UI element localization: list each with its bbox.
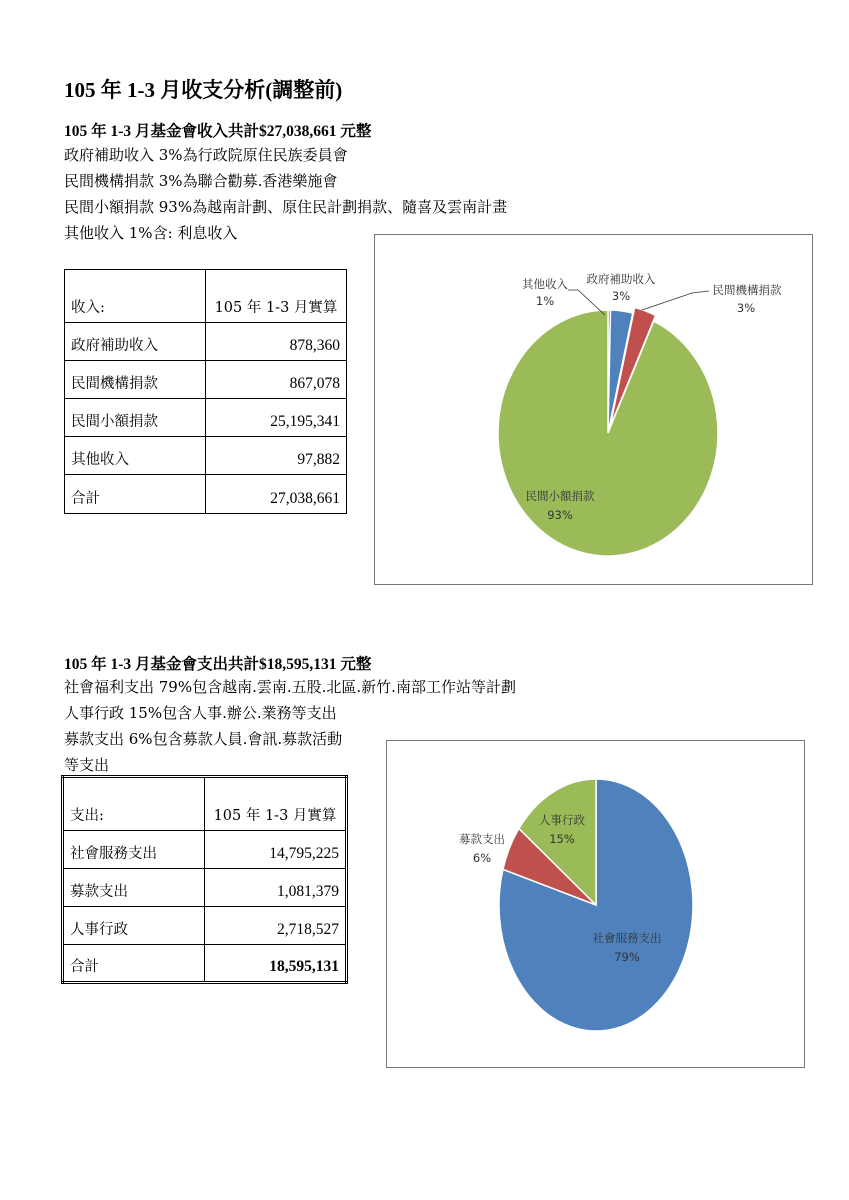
expense-note: 人事行政 15%包含人事.辦公.業務等支出: [64, 704, 337, 722]
pie-label-name: 其他收入: [522, 277, 568, 291]
pie-label-name: 募款支出: [459, 832, 505, 846]
pie-label-percent: 6%: [472, 851, 492, 865]
table-row: [65, 475, 347, 514]
income-row-label: 其他收入: [65, 437, 206, 475]
expense-row-value: 14,795,225: [205, 831, 347, 869]
income-note: 民間小額捐款 93%為越南計劃、原住民計劃捐款、隨喜及雲南計畫: [64, 198, 508, 216]
income-header-value: 105 年 1-3 月實算: [206, 270, 347, 323]
page-title: 105 年 1-3 月收支分析(調整前): [64, 78, 343, 102]
income-pie-chart: [374, 234, 813, 585]
pie-label-name: 人事行政: [539, 813, 585, 827]
expense-header-value: 105 年 1-3 月實算: [205, 777, 347, 831]
pie-label-percent: 3%: [611, 289, 631, 303]
expense-total-value: 18,595,131: [205, 945, 347, 983]
pie-label-percent: 93%: [547, 508, 573, 522]
expense-row-label: 人事行政: [63, 907, 205, 945]
pie-label-percent: 79%: [614, 950, 640, 964]
pie-label-percent: 1%: [535, 294, 555, 308]
income-total-value: 27,038,661: [206, 475, 347, 514]
income-row-value: 97,882: [206, 437, 347, 475]
expense-row-value: 2,718,527: [205, 907, 347, 945]
income-pie-svg: [375, 235, 812, 584]
pie-label-name: 民間機構捐款: [712, 283, 782, 297]
expense-heading: 105 年 1-3 月基金會支出共計$18,595,131 元整: [64, 656, 372, 673]
expense-pie-svg: [387, 741, 804, 1067]
expense-note: 等支出: [64, 756, 110, 774]
pie-label-name: 民間小額捐款: [525, 489, 595, 503]
table-row: [65, 361, 347, 399]
table-row: [65, 270, 347, 323]
pie-label-name: 社會服務支出: [592, 931, 662, 945]
pie-label-percent: 3%: [736, 301, 756, 315]
table-row: [65, 399, 347, 437]
table-row: [65, 437, 347, 475]
income-note: 其他收入 1%含: 利息收入: [64, 224, 238, 242]
table-row: [63, 907, 347, 945]
expense-row-label: 社會服務支出: [63, 831, 205, 869]
table-row: [63, 831, 347, 869]
expense-header-label: 支出:: [63, 777, 205, 831]
income-row-label: 民間機構捐款: [65, 361, 206, 399]
income-heading: 105 年 1-3 月基金會收入共計$27,038,661 元整: [64, 123, 372, 140]
expense-row-value: 1,081,379: [205, 869, 347, 907]
income-notes: [64, 142, 507, 246]
expense-pie-chart: [386, 740, 805, 1068]
pie-leader-line: [642, 291, 709, 310]
income-header-label: 收入:: [65, 270, 206, 323]
income-table: [64, 269, 347, 514]
table-row: [63, 777, 347, 831]
expense-row-label: 募款支出: [63, 869, 205, 907]
expense-table: [61, 775, 348, 984]
pie-label-name: 政府補助收入: [586, 272, 656, 286]
pie-label-percent: 15%: [549, 832, 575, 846]
income-total-label: 合計: [65, 475, 206, 514]
expense-total-label: 合計: [63, 945, 205, 983]
expense-note: 募款支出 6%包含募款人員.會訊.募款活動: [64, 730, 343, 748]
income-note: 政府補助收入 3%為行政院原住民族委員會: [64, 146, 348, 164]
table-row: [65, 323, 347, 361]
pie-slice-3: [498, 310, 718, 556]
table-row: [63, 945, 347, 983]
income-row-label: 政府補助收入: [65, 323, 206, 361]
income-note: 民間機構捐款 3%為聯合勸募.香港樂施會: [64, 172, 338, 190]
expense-note: 社會福利支出 79%包含越南.雲南.五股.北區.新竹.南部工作站等計劃: [64, 678, 516, 696]
income-row-value: 25,195,341: [206, 399, 347, 437]
income-row-value: 867,078: [206, 361, 347, 399]
income-row-value: 878,360: [206, 323, 347, 361]
income-row-label: 民間小額捐款: [65, 399, 206, 437]
table-row: [63, 869, 347, 907]
